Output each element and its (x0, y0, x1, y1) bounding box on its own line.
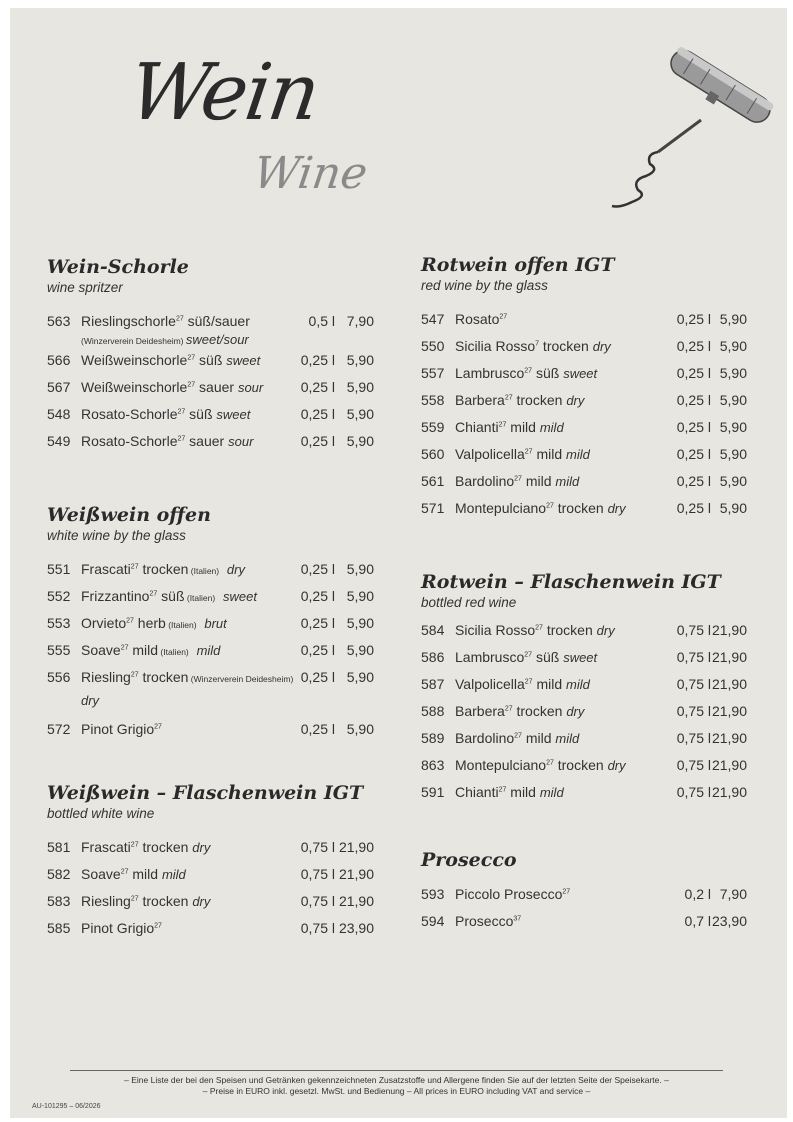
menu-item-556: 556 Riesling$^{27}$ trocken (Winzerverein Deidesheim) dry 0,25 l 5,90 (47, 669, 374, 708)
section-subtitle: bottled red wine (421, 595, 517, 610)
menu-item-583: 583 Riesling$^{27}$ trocken dry 0,75 l 21,90 (47, 893, 374, 909)
menu-item-550: 550 Sicilia Rosso$^7$ trocken dry 0,25 l 5,90 (421, 338, 747, 354)
menu-item-581: 581 Frascati$^{27}$ trocken dry 0,75 l 21,90 (47, 839, 374, 855)
menu-item-582: 582 Soave$^{27}$ mild mild 0,75 l 21,90 (47, 866, 374, 882)
menu-item-585: 585 Pinot Grigio$^{27}$ 0,75 l 23,90 (47, 920, 374, 936)
document-code: AU-101295 – 06/2026 (32, 1103, 101, 1110)
menu-item-557: 557 Lambrusco$^{27}$ süß sweet 0,25 l 5,90 (421, 365, 747, 381)
menu-item-567: 567 Weißweinschorle$^{27}$ sauer sour 0,25 l 5,90 (47, 379, 374, 395)
menu-item-863: 863 Montepulciano$^{27}$ trocken dry 0,75 l 21,90 (421, 757, 747, 773)
section-title: Weißwein – Flaschenwein IGT (47, 782, 364, 804)
menu-item-563: 563 Rieslingschorle$^{27}$ süß/sauer (Winzerverein Deidesheim) sweet/sour 0,5 l 7,90 (47, 313, 374, 347)
menu-item-571: 571 Montepulciano$^{27}$ trocken dry 0,25 l 5,90 (421, 500, 747, 516)
corkscrew-icon (570, 28, 780, 218)
menu-item-552: 552 Frizzantino$^{27}$ süß (Italien) sweet 0,25 l 5,90 (47, 588, 374, 604)
menu-item-589: 589 Bardolino$^{27}$ mild mild 0,75 l 21,90 (421, 730, 747, 746)
footer-price-note: – Preise in EURO inkl. gesetzl. MwSt. und Bedienung – All prices in EURO including VAT and service – (202, 1086, 591, 1096)
menu-subtitle: Wine (250, 148, 371, 199)
menu-item-593: 593 Piccolo Prosecco$^{27}$ 0,2 l 7,90 (421, 886, 747, 902)
section-rotwein-flasche (421, 570, 751, 809)
menu-item-594: 594 Prosecco$^{37}$ 0,7 l 23,90 (421, 913, 747, 929)
section-subtitle: wine spritzer (47, 280, 123, 295)
section-weisswein-flasche (47, 781, 377, 945)
section-wein-schorle (47, 255, 377, 458)
menu-item-560: 560 Valpolicella$^{27}$ mild mild 0,25 l 5,90 (421, 446, 747, 462)
menu-item-558: 558 Barbera$^{27}$ trocken dry 0,25 l 5,90 (421, 392, 747, 408)
menu-item-555: 555 Soave$^{27}$ mild (Italien) mild 0,25 l 5,90 (47, 642, 374, 658)
section-title: Rotwein – Flaschenwein IGT (421, 571, 721, 593)
menu-item-553: 553 Orvieto$^{27}$ herb (Italien) brut 0,25 l 5,90 (47, 615, 374, 631)
section-subtitle: bottled white wine (47, 806, 155, 821)
section-title: Prosecco (421, 849, 517, 871)
menu-item-591: 591 Chianti$^{27}$ mild mild 0,75 l 21,90 (421, 784, 747, 800)
section-prosecco (421, 848, 751, 938)
menu-item-572: 572 Pinot Grigio$^{27}$ 0,25 l 5,90 (47, 721, 374, 737)
menu-item-584: 584 Sicilia Rosso$^{27}$ trocken dry 0,75 l 21,90 (421, 622, 747, 638)
menu-item-551: 551 Frascati$^{27}$ trocken (Italien) dry 0,25 l 5,90 (47, 561, 374, 577)
menu-title: Wein (123, 48, 324, 138)
menu-item-547: 547 Rosato$^{27}$ 0,25 l 5,90 (421, 311, 747, 327)
menu-item-549: 549 Rosato-Schorle$^{27}$ sauer sour 0,25 l 5,90 (47, 433, 374, 449)
footer-allergen-note: – Eine Liste der bei den Speisen und Getränken gekennzeichneten Zusatzstoffe und Allergene finden Sie auf der letzten Seite der Speisekarte. – (124, 1075, 669, 1085)
section-subtitle: red wine by the glass (421, 278, 548, 293)
section-subtitle: white wine by the glass (47, 528, 186, 543)
menu-item-548: 548 Rosato-Schorle$^{27}$ süß sweet 0,25 l 5,90 (47, 406, 374, 422)
menu-item-587: 587 Valpolicella$^{27}$ mild mild 0,75 l 21,90 (421, 676, 747, 692)
section-title: Weißwein offen (47, 504, 211, 526)
footer-divider (70, 1070, 723, 1071)
menu-item-561: 561 Bardolino$^{27}$ mild mild 0,25 l 5,90 (421, 473, 747, 489)
section-weisswein-offen (47, 503, 377, 746)
menu-item-566: 566 Weißweinschorle$^{27}$ süß sweet 0,25 l 5,90 (47, 352, 374, 368)
section-title: Wein-Schorle (47, 256, 189, 278)
section-rotwein-offen (421, 253, 751, 525)
menu-item-586: 586 Lambrusco$^{27}$ süß sweet 0,75 l 21,90 (421, 649, 747, 665)
menu-item-559: 559 Chianti$^{27}$ mild mild 0,25 l 5,90 (421, 419, 747, 435)
menu-item-588: 588 Barbera$^{27}$ trocken dry 0,75 l 21,90 (421, 703, 747, 719)
section-title: Rotwein offen IGT (421, 254, 615, 276)
